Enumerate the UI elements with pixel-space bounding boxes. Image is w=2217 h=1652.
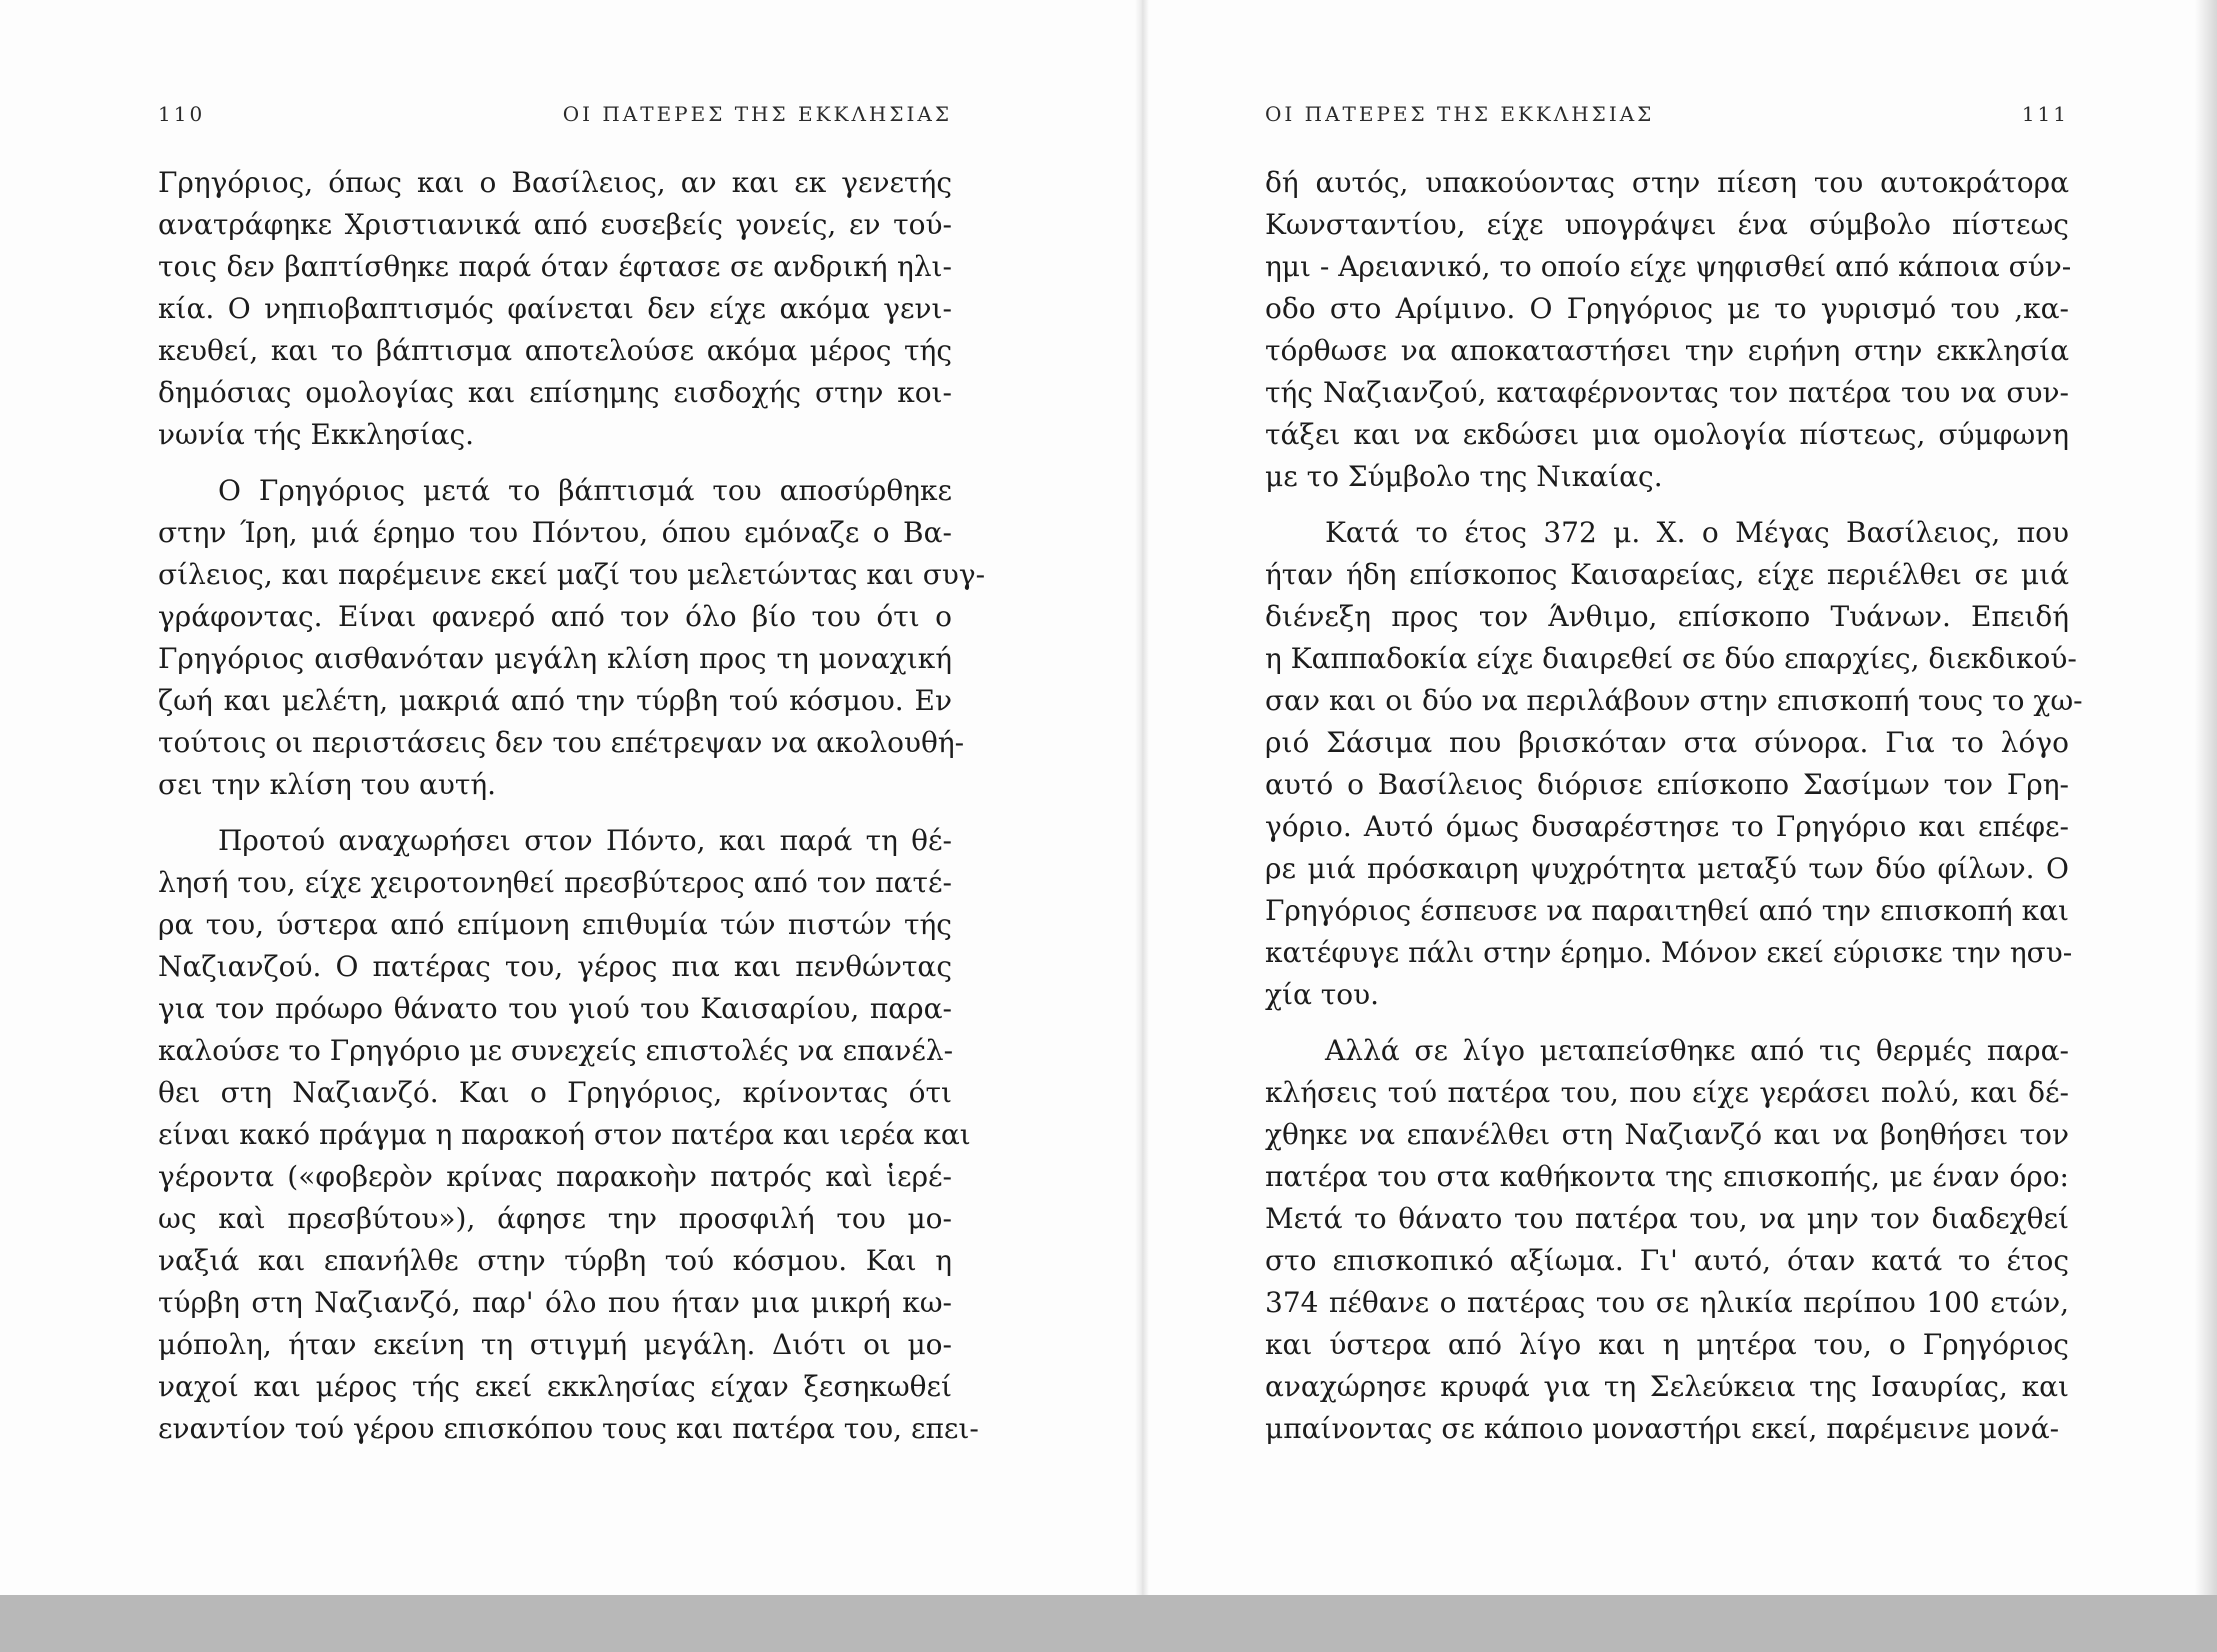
text-line: Προτού αναχωρήσει στον Πόντο, και παρά τη θέ- [218,824,952,857]
text-line: ρε μιά πρόσκαιρη ψυχρότητα μεταξύ των δύο φίλων. Ο [1265,852,2069,885]
text-line: γόριο. Αυτό όμως δυσαρέστησε το Γρηγόριο και επέφε- [1265,810,2069,843]
text-line: Ναζιανζού. Ο πατέρας του, γέρος πια και πενθώντας [158,950,952,983]
text-line: τοις δεν βαπτίσθηκε παρά όταν έφτασε σε ανδρική ηλι- [158,250,952,283]
text-line: σίλειος, και παρέμεινε εκεί μαζί του μελετώντας και συγ- [158,558,986,591]
paragraph-gap [158,806,952,820]
text-line: γέροντα («φοβερὸν κρίνας παρακοὴν πατρός καὶ ἱερέ- [158,1160,952,1193]
text-line: ζωή και μελέτη, μακριά από την τύρβη τού κόσμου. Εν [158,684,952,717]
text-line: αναχώρησε κρυφά για τη Σελεύκεια της Ισαυρίας, και [1265,1370,2069,1403]
text-line: κευθεί, και το βάπτισμα αποτελούσε ακόμα μέρος τής [158,334,952,367]
text-line: τόρθωσε να αποκαταστήσει την ειρήνη στην εκκλησία [1265,334,2069,367]
right-page-body [1265,162,2083,1450]
text-line: είναι κακό πράγμα η παρακοή στον πατέρα και ιερέα και [158,1118,971,1151]
left-page-header [158,102,952,132]
text-line: Γρηγόριος έσπευσε να παραιτηθεί από την επισκοπή και [1265,894,2069,927]
text-line: για τον πρόωρο θάνατο του γιού του Καισαρίου, παρα- [158,992,952,1025]
text-line: η Καππαδοκία είχε διαιρεθεί σε δύο επαρχίες, διεκδικού- [1265,642,2077,675]
text-line: ριό Σάσιμα που βρισκόταν στα σύνορα. Για το λόγο [1265,726,2069,759]
text-line: μόπολη, ήταν εκείνη τη στιγμή μεγάλη. Διότι οι μο- [158,1328,952,1361]
text-line: κλήσεις τού πατέρα του, που είχε γεράσει πολύ, και δέ- [1265,1076,2069,1109]
text-line: τούτοις οι περιστάσεις δεν του επέτρεψαν να ακολουθή- [158,726,965,759]
text-line: με το Σύμβολο της Νικαίας. [1265,460,1663,493]
text-line: αυτό ο Βασίλειος διόρισε επίσκοπο Σασίμων τον Γρη- [1265,768,2069,801]
text-line: σει την κλίση του αυτή. [158,768,497,801]
text-line: τής Ναζιανζού, καταφέρνοντας τον πατέρα του να συν- [1265,376,2069,409]
paragraph-gap [158,456,952,470]
text-line: και ύστερα από λίγο και η μητέρα του, ο Γρηγόριος [1265,1328,2069,1361]
scanner-background [0,1595,2217,1652]
text-line: δή αυτός, υπακούοντας στην πίεση του αυτοκράτορα [1265,166,2069,199]
book-gutter [1135,0,1149,1595]
text-line: Ο Γρηγόριος μετά το βάπτισμά του αποσύρθηκε [218,474,952,507]
right-page-number: 111 [2021,102,2069,126]
text-line: ρα του, ύστερα από επίμονη επιθυμία τών πιστών τής [158,908,952,941]
text-line: Αλλά σε λίγο μεταπείσθηκε από τις θερμές παρα- [1325,1034,2069,1067]
right-running-title: ΟΙ ΠΑΤΕΡΕΣ ΤΗΣ ΕΚΚΛΗΣΙΑΣ [1265,102,1655,126]
text-line: λησή του, είχε χειροτονηθεί πρεσβύτερος από τον πατέ- [158,866,952,899]
text-line: ναξιά και επανήλθε στην τύρβη τού κόσμου. Και η [158,1244,952,1277]
text-line: οδο στο Αρίμινο. Ο Γρηγόριος με το γυρισμό του ,κα- [1265,292,2069,325]
text-line: θει στη Ναζιανζό. Και ο Γρηγόριος, κρίνοντας ότι [158,1076,952,1109]
left-running-title: ΟΙ ΠΑΤΕΡΕΣ ΤΗΣ ΕΚΚΛΗΣΙΑΣ [562,102,952,126]
text-line: κία. Ο νηπιοβαπτισμός φαίνεται δεν είχε ακόμα γενι- [158,292,952,325]
right-page-header [1265,102,2069,132]
text-line: μπαίνοντας σε κάποιο μοναστήρι εκεί, παρέμεινε μονά- [1265,1412,2060,1445]
text-line: ημι - Αρειανικό, το οποίο είχε ψηφισθεί από κάποια σύν- [1265,250,2072,283]
text-line: κατέφυγε πάλι στην έρημο. Μόνον εκεί εύρισκε την ησυ- [1265,936,2073,969]
text-line: 374 πέθανε ο πατέρας του σε ηλικία περίπου 100 ετών, [1265,1286,2069,1319]
text-line: ανατράφηκε Χριστιανικά από ευσεβείς γονείς, εν τού- [158,208,952,241]
page-edge-shadow [2195,0,2217,1595]
text-line: σαν και οι δύο να περιλάβουν στην επισκοπή τους το χω- [1265,684,2083,717]
text-line: στο επισκοπικό αξίωμα. Γι' αυτό, όταν κατά το έτος [1265,1244,2069,1277]
text-line: Μετά το θάνατο του πατέρα του, να μην τον διαδεχθεί [1265,1202,2069,1235]
text-line: διένεξη προς τον Άνθιμο, επίσκοπο Τυάνων. Επειδή [1265,600,2069,633]
text-line: ναχοί και μέρος τής εκεί εκκλησίας είχαν ξεσηκωθεί [158,1370,952,1403]
left-page-body [158,162,986,1450]
text-line: Κωνσταντίου, είχε υπογράψει ένα σύμβολο πίστεως [1265,208,2069,241]
left-page-number: 110 [158,102,206,126]
text-line: ήταν ήδη επίσκοπος Καισαρείας, είχε περιέλθει σε μιά [1265,558,2069,591]
text-line: χθηκε να επανέλθει στη Ναζιανζό και να βοηθήσει τον [1265,1118,2069,1151]
text-line: ως καὶ πρεσβύτου»), άφησε την προσφιλή του μο- [158,1202,952,1235]
text-line: τάξει και να εκδώσει μια ομολογία πίστεως, σύμφωνη [1265,418,2069,451]
text-line: καλούσε το Γρηγόριο με συνεχείς επιστολές να επανέλ- [158,1034,954,1067]
text-line: Γρηγόριος, όπως και ο Βασίλειος, αν και εκ γενετής [158,166,952,199]
text-line: δημόσιας ομολογίας και επίσημης εισδοχής στην κοι- [158,376,952,409]
text-line: νωνία τής Εκκλησίας. [158,418,475,451]
text-line: Κατά το έτος 372 μ. Χ. ο Μέγας Βασίλειος, που [1325,516,2069,549]
text-line: εναντίον τού γέρου επισκόπου τους και πατέρα του, επει- [158,1412,979,1445]
paragraph-gap [1265,1016,2069,1030]
text-line: χία του. [1265,978,1380,1011]
text-line: τύρβη στη Ναζιανζό, παρ' όλο που ήταν μια μικρή κω- [158,1286,952,1319]
text-line: Γρηγόριος αισθανόταν μεγάλη κλίση προς τη μοναχική [158,642,952,675]
text-line: στην Ίρη, μιά έρημο του Πόντου, όπου εμόναζε ο Βα- [158,516,952,549]
paragraph-gap [1265,498,2069,512]
text-line: γράφοντας. Είναι φανερό από τον όλο βίο του ότι ο [158,600,952,633]
text-line: πατέρα του στα καθήκοντα της επισκοπής, με έναν όρο: [1265,1160,2069,1193]
